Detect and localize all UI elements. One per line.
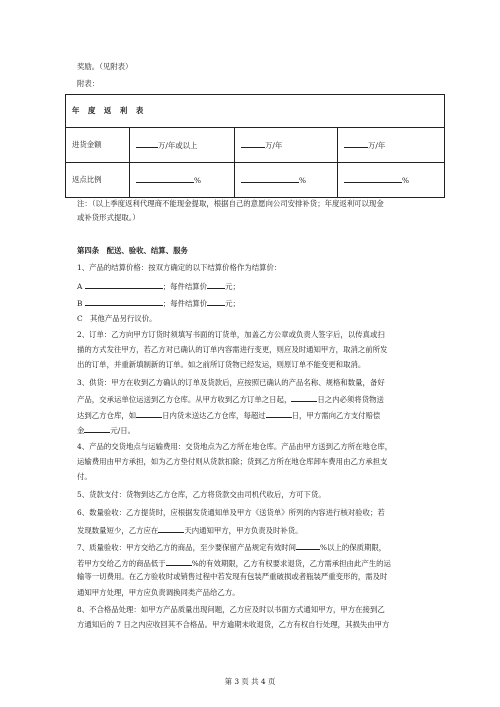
page-number: 第 3 页 共 4 页 xyxy=(224,677,276,686)
clause-3-line-2: 产品，交承运单位运送到乙方仓库。从甲方收到乙方订单之日起， 日之内必须将货物送 xyxy=(77,395,384,404)
blank-line xyxy=(136,139,158,148)
blank-line xyxy=(241,139,265,148)
amount-label: 进货金额 xyxy=(66,128,130,163)
blank-line xyxy=(166,557,192,566)
rebate-table-title: 年 度 返 利 表 xyxy=(66,95,445,128)
clause-4-line-3: 付。 xyxy=(77,472,92,481)
price-option-a: A ；每件结算价 元； xyxy=(77,282,240,291)
ratio-cell-1: % xyxy=(130,163,235,198)
note-line-2: 或补货形式提取。） xyxy=(77,213,140,222)
blank-line xyxy=(207,280,225,289)
ratio-cell-2: % xyxy=(235,163,338,198)
blank-line xyxy=(85,280,163,289)
clause-4-line-1: 4、产品的交货地点与运输费用：交货地点为乙方所在地仓库。产品由甲方送到乙方所在地仓库， xyxy=(77,442,393,451)
rebate-table-row-ratio xyxy=(66,163,445,198)
clause-7-line-2: 若甲方交给乙方的商品低于 %的有效期限，乙方有权要求退货，乙方需承担由此产生的运 xyxy=(77,559,391,568)
clause-5: 5、货款支付：货物到达乙方仓库，乙方将货款交由司机代收后，方可下货。 xyxy=(77,490,326,499)
clause-7-line-1: 7、质量验收：甲方交给乙方的商品，至少要保留产品规定有效时间 %以上的保质期限， xyxy=(77,543,387,552)
ratio-cell-3: % xyxy=(338,163,445,198)
intro-line: 奖励。（见附表） xyxy=(77,62,133,71)
blank-line xyxy=(136,409,162,418)
clause-3-line-3: 达到乙方仓库，如 日内货未送达乙方仓库，每超过 日，甲方需向乙方支付赔偿 xyxy=(77,411,381,420)
blank-line xyxy=(344,139,368,148)
amount-cell-2: 万/年 xyxy=(235,128,338,163)
section-heading: 第四条 配送、验收、结算、服务 xyxy=(77,246,188,255)
clause-4-line-2: 运输费用由甲方承担，如为乙方垫付则从货款扣除；货到乙方所在地仓库卸车费用由乙方承担支 xyxy=(77,457,388,466)
amount-cell-1: 万/年或以上 xyxy=(130,128,235,163)
clause-6-line-2: 发现数量短少，乙方应在 天内通知甲方，甲方负责及时补货。 xyxy=(77,526,303,535)
clause-2-line-1: 2、订单：乙方向甲方订货时须填写书面的订货单，加盖乙方公章或负责人签字后，以传真或扫 xyxy=(77,330,385,339)
blank-line xyxy=(207,297,225,306)
note-line-1: 注：（以上季度返利代理商不能现金提取，根据自己的意愿向公司安排补货；年度返利可以现金 xyxy=(77,199,384,208)
amount-cell-3: 万/年 xyxy=(338,128,445,163)
clause-3-line-4: 金 元/日。 xyxy=(77,426,136,435)
clause-6-line-1: 6、数量验收：乙方提货时，应根据发货通知单及甲方《送货单》所列的内容进行核对验收；若 xyxy=(77,508,385,517)
blank-line xyxy=(136,174,194,183)
clause-8-line-2: 方通知后的 7 日之内应收回其不合格品。甲方逾期未收退货，乙方有权自行处理，其损失由甲方 xyxy=(77,620,390,629)
ratio-label: 返点比例 xyxy=(66,163,130,198)
blank-line xyxy=(344,174,402,183)
clause-7-line-3: 输等一切费用。在乙方验收时或销售过程中若发现有包装严重破损或者瓶装严重变形的，需及时 xyxy=(77,572,388,581)
rebate-table xyxy=(65,94,445,198)
price-option-b: B ；每件结算价 元； xyxy=(77,299,240,308)
appendix-label: 附表： xyxy=(77,79,100,88)
blank-line xyxy=(266,409,292,418)
clause-2-line-2: 描的方式发往甲方，若乙方对已确认的订单内容需进行变更，则应及时通知甲方，取消之前所发 xyxy=(77,345,388,354)
clause-7-line-4: 通知甲方处理，甲方应负责调换同类产品给乙方。 xyxy=(77,588,240,597)
blank-line xyxy=(158,524,184,533)
rebate-table-title-row xyxy=(66,95,445,128)
price-option-c: C 其他产品另行议价。 xyxy=(77,314,157,323)
clause-1: 1、产品的结算价格：按双方确定的以下结算价格作为结算价： xyxy=(77,263,282,272)
clause-2-line-3: 出的订单，并重新填制新的订单。如之前所订货物已经发运，则原订单不能变更和取消。 xyxy=(77,360,366,369)
clause-8-line-1: 8、不合格品处理：如甲方产品质量出现问题，乙方应及时以书面方式通知甲方，甲方在接到乙 xyxy=(77,605,385,614)
blank-line xyxy=(85,297,163,306)
blank-line xyxy=(296,541,320,550)
blank-line xyxy=(241,174,299,183)
blank-line xyxy=(84,424,110,433)
clause-3-line-1: 3、供货：甲方在收到乙方确认的订单及货款后，应按照已确认的产品名称、规格和数量，备好 xyxy=(77,378,385,387)
rebate-table-row-amount xyxy=(66,128,445,163)
blank-line xyxy=(291,393,317,402)
